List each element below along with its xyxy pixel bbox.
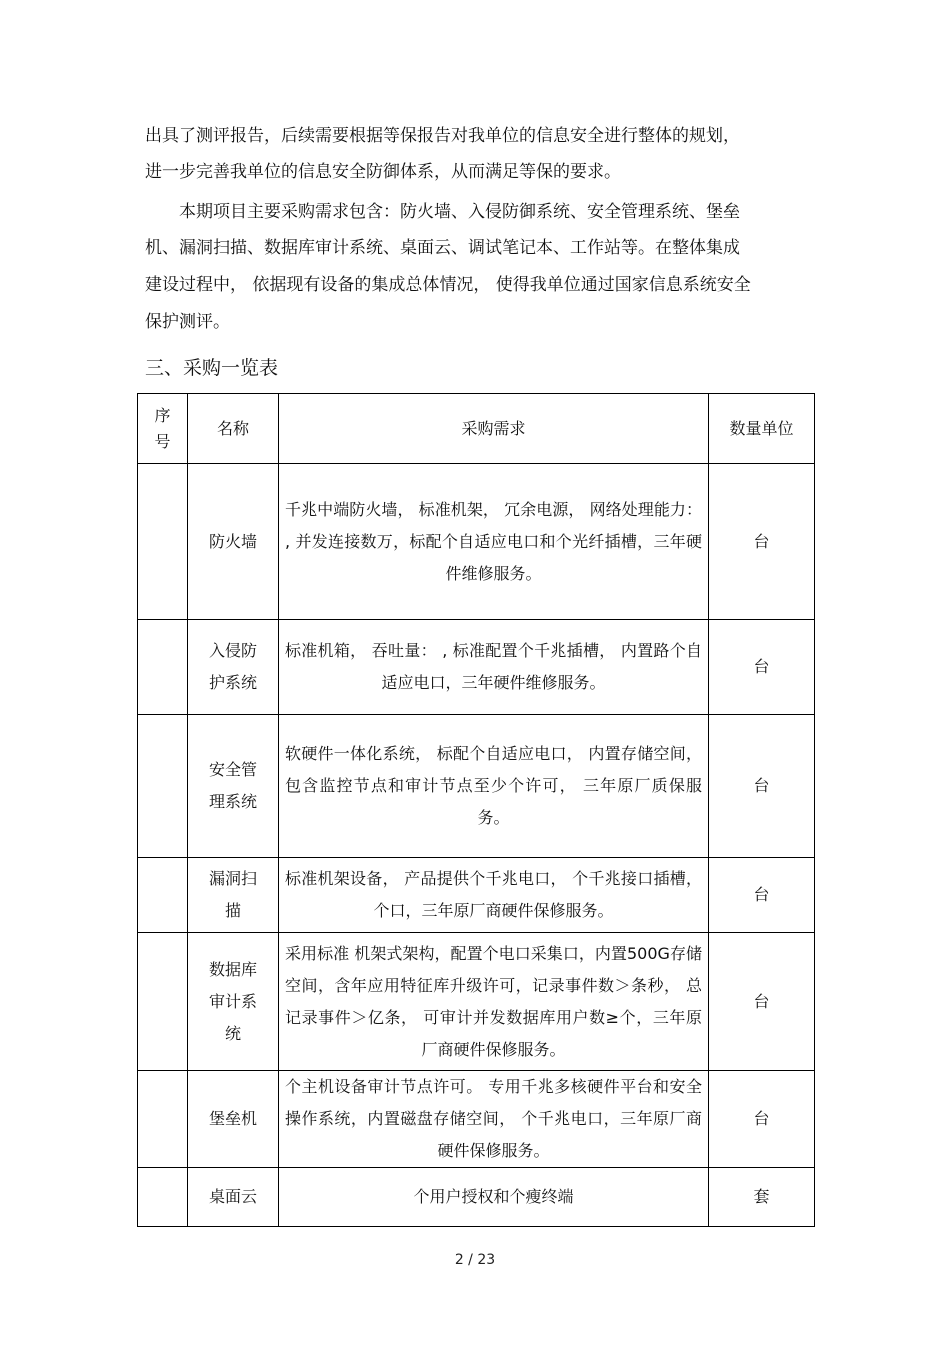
scope-line: 机、漏洞扫描、数据库审计系统、桌面云、调试笔记本、工作站等。在整体集成 (145, 238, 740, 258)
cell-seq (138, 1071, 188, 1168)
cell-requirement: 软硬件一体化系统， 标配个自适应电口， 内置存储空间，包含监控节点和审计节点至少个许可， 三年原厂质保服务。 (279, 715, 709, 858)
table-header-row (138, 394, 815, 464)
cell-name: 漏洞扫描 (188, 858, 279, 933)
cell-unit: 台 (709, 1071, 815, 1168)
page-number: 2 / 23 (454, 1252, 496, 1268)
cell-unit: 台 (709, 858, 815, 933)
scope-line: 建设过程中， 依据现有设备的集成总体情况， 使得我单位通过国家信息系统安全 (145, 275, 751, 295)
cell-unit: 台 (709, 620, 815, 715)
cell-seq (138, 464, 188, 620)
table-row (138, 715, 815, 858)
header-unit: 数量单位 (709, 394, 815, 464)
cell-requirement: 标准机箱， 吞吐量： , 标准配置个千兆插槽， 内置路个自适应电口，三年硬件维修服务。 (279, 620, 709, 715)
table-row (138, 933, 815, 1071)
cell-requirement: 标准机架设备， 产品提供个千兆电口， 个千兆接口插槽，个口，三年原厂商硬件保修服务。 (279, 858, 709, 933)
header-seq: 序号 (138, 394, 188, 464)
cell-requirement: 千兆中端防火墙， 标准机架， 冗余电源， 网络处理能力： , 并发连接数万，标配个自适应电口和个光纤插槽，三年硬件维修服务。 (279, 464, 709, 620)
cell-requirement: 采用标准 机架式架构，配置个电口采集口，内置500G存储空间，含年应用特征库升级许可，记录事件数＞条秒， 总记录事件＞亿条， 可审计并发数据库用户数≥个，三年原厂商硬件保修服务。 (279, 933, 709, 1071)
table-row (138, 858, 815, 933)
table-row (138, 620, 815, 715)
cell-seq (138, 620, 188, 715)
scope-line: 本期项目主要采购需求包含：防火墙、入侵防御系统、安全管理系统、堡垒 (179, 202, 740, 222)
cell-unit: 台 (709, 933, 815, 1071)
procurement-table (137, 393, 815, 1227)
header-requirement: 采购需求 (279, 394, 709, 464)
intro-line: 出具了测评报告，后续需要根据等保报告对我单位的信息安全进行整体的规划， (145, 126, 740, 146)
cell-name: 防火墙 (188, 464, 279, 620)
cell-requirement: 个用户授权和个瘦终端 (279, 1168, 709, 1227)
cell-seq (138, 933, 188, 1071)
cell-unit: 套 (709, 1168, 815, 1227)
cell-name: 桌面云 (188, 1168, 279, 1227)
table-row (138, 1168, 815, 1227)
cell-seq (138, 1168, 188, 1227)
cell-seq (138, 715, 188, 858)
intro-line: 进一步完善我单位的信息安全防御体系，从而满足等保的要求。 (145, 162, 621, 182)
cell-unit: 台 (709, 715, 815, 858)
header-name: 名称 (188, 394, 279, 464)
scope-line: 保护测评。 (145, 312, 230, 332)
section-title: 三、采购一览表 (145, 357, 279, 379)
cell-name: 堡垒机 (188, 1071, 279, 1168)
table-row (138, 464, 815, 620)
cell-name: 数据库审计系统 (188, 933, 279, 1071)
table-row (138, 1071, 815, 1168)
cell-unit: 台 (709, 464, 815, 620)
cell-name: 安全管理系统 (188, 715, 279, 858)
cell-requirement: 个主机设备审计节点许可。 专用千兆多核硬件平台和安全操作系统，内置磁盘存储空间， 个千兆电口，三年原厂商硬件保修服务。 (279, 1071, 709, 1168)
cell-name: 入侵防护系统 (188, 620, 279, 715)
cell-seq (138, 858, 188, 933)
